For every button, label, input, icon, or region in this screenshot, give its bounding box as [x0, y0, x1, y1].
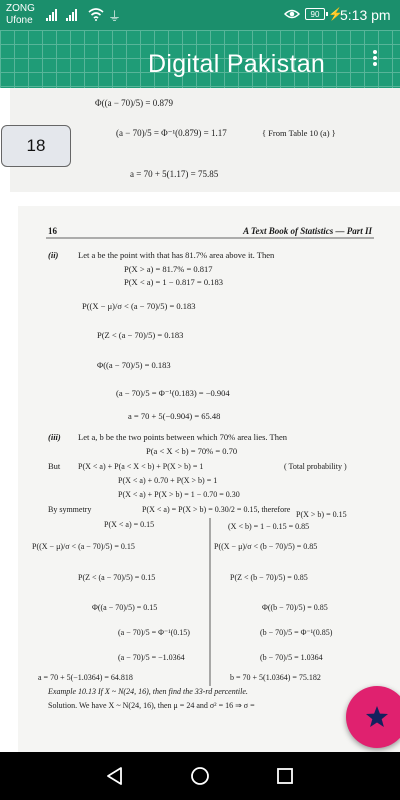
right-col-line: (b − 70)/5 = 1.0364	[260, 653, 323, 662]
eq-line: (a − 70)/5 = Φ⁻¹(0.183) = −0.904	[116, 388, 230, 398]
page-header-title: A Text Book of Statistics — Part II	[243, 226, 372, 236]
left-col-line: (a − 70)/5 = −1.0364	[118, 653, 185, 662]
eq-line: P(X < a) = 1 − 0.817 = 0.183	[124, 277, 223, 287]
signal-icon	[46, 9, 58, 21]
text-line: By symmetry	[48, 505, 92, 514]
charging-icon: ⚡	[328, 7, 343, 21]
recents-icon[interactable]	[274, 766, 296, 786]
part-label: (iii)	[48, 432, 61, 442]
eq-line: a = 70 + 5(−0.904) = 65.48	[128, 411, 221, 421]
left-col-line: P((X − μ)/σ < (a − 70)/5) = 0.15	[32, 542, 135, 551]
carrier-1-label: ZONG	[6, 3, 35, 14]
eq-line: P(a < X < b) = 70% = 0.70	[146, 446, 238, 456]
right-col-line: (b − 70)/5 = Φ⁻¹(0.85)	[260, 628, 333, 637]
more-vertical-icon[interactable]	[370, 48, 380, 70]
star-icon	[365, 705, 389, 729]
eq-line: P(X > a) = 81.7% = 0.817	[124, 264, 213, 274]
navigation-bar	[0, 752, 400, 800]
right-col-line: (X < b) = 1 − 0.15 = 0.85	[228, 522, 310, 531]
eq-line: P(X < a) + P(a < X < b) + P(X > b) = 1	[78, 462, 204, 471]
back-icon[interactable]	[104, 766, 126, 786]
text-line: Let a be the point with that has 81.7% area above it. Then	[78, 250, 275, 260]
eq-line: a = 70 + 5(1.17) = 75.85	[130, 169, 219, 179]
page-number-badge-label: 18	[26, 136, 46, 155]
eq-line: Φ((a − 70)/5) = 0.183	[97, 360, 171, 370]
right-col-line: Φ((b − 70)/5) = 0.85	[262, 603, 328, 612]
right-col-line: P(X > b) = 0.15	[296, 510, 347, 519]
left-col-line: P(X < a) = 0.15	[104, 520, 155, 529]
left-col-line: (a − 70)/5 = Φ⁻¹(0.15)	[118, 628, 190, 637]
book-page-scan	[0, 88, 400, 752]
eq-line: (a − 70)/5 = Φ⁻¹(0.879) = 1.17	[116, 128, 227, 138]
right-col-line: P(Z < (b − 70)/5) = 0.85	[230, 573, 308, 582]
part-label: (ii)	[48, 250, 59, 260]
app-title: Digital Pakistan	[148, 50, 326, 78]
eq-line: P(X < a) = P(X > b) = 0.30/2 = 0.15, therefore	[142, 505, 291, 514]
wifi-icon	[88, 7, 104, 21]
text-line: Let a, b be the two points between which 70% area lies. Then	[78, 432, 287, 442]
eq-line: P((X − μ)/σ < (a − 70)/5) = 0.183	[82, 301, 196, 311]
eq-line: P(X < a) + 0.70 + P(X > b) = 1	[118, 476, 218, 485]
book-page-viewer[interactable]	[0, 88, 400, 752]
example-line: Example 10.13 If X ~ N(24, 16), then find the 33-rd percentile.	[48, 687, 248, 696]
eq-line: P(X < a) + P(X > b) = 1 − 0.70 = 0.30	[118, 490, 240, 499]
page-number: 16	[48, 226, 57, 236]
eye-icon	[284, 7, 300, 21]
eq-note: ( Total probability )	[284, 462, 347, 471]
clock: 5:13 pm	[340, 7, 391, 23]
eq-line: P(Z < (a − 70)/5) = 0.183	[97, 330, 184, 340]
text-line: But	[48, 461, 61, 471]
battery-icon: 90	[305, 8, 325, 20]
left-col-line: Φ((a − 70)/5) = 0.15	[92, 603, 158, 612]
home-icon[interactable]	[189, 766, 211, 786]
right-col-line: b = 70 + 5(1.0364) = 75.182	[230, 673, 321, 682]
signal-icon-2	[66, 9, 78, 21]
left-col-line: P(Z < (a − 70)/5) = 0.15	[78, 573, 156, 582]
solution-line: Solution. We have X ~ N(24, 16), then μ = 24 and σ² = 16 ⇒ σ =	[48, 701, 255, 710]
carrier-2-label: Ufone	[6, 15, 33, 26]
page-number-badge[interactable]	[1, 125, 71, 167]
eq-note: { From Table 10 (a) }	[262, 128, 336, 138]
status-bar	[0, 0, 400, 30]
favorite-button[interactable]	[346, 686, 400, 748]
right-col-line: P((X − μ)/σ < (b − 70)/5) = 0.85	[214, 542, 318, 551]
left-col-line: a = 70 + 5(−1.0364) = 64.818	[38, 673, 133, 682]
app-bar	[0, 30, 400, 88]
eq-line: Φ((a − 70)/5) = 0.879	[95, 98, 173, 108]
usb-icon: ⏚	[108, 9, 122, 24]
